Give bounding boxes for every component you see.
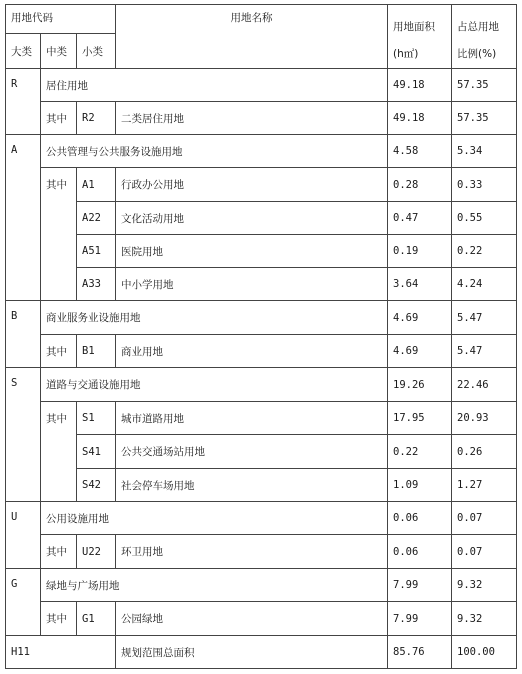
name-cell: 二类居住用地 — [116, 102, 388, 135]
name-cell: 医院用地 — [116, 235, 388, 268]
minor-cell: G1 — [77, 602, 116, 636]
area-cell: 0.22 — [388, 435, 452, 469]
code-cell: S — [6, 368, 41, 502]
header-ratio-line1: 占总用地 — [457, 21, 499, 33]
area-cell: 0.19 — [388, 235, 452, 268]
header-name: 用地名称 — [116, 5, 388, 69]
table-row — [6, 335, 517, 368]
area-cell: 1.09 — [388, 469, 452, 502]
header-ratio — [452, 5, 517, 69]
table-row — [6, 469, 517, 502]
minor-cell: A51 — [77, 235, 116, 268]
code-cell: H11 — [6, 636, 116, 669]
ratio-cell: 0.33 — [452, 168, 517, 202]
ratio-cell: 0.55 — [452, 202, 517, 235]
ratio-cell: 100.00 — [452, 636, 517, 669]
table-row — [6, 69, 517, 102]
area-cell: 85.76 — [388, 636, 452, 669]
name-cell: 公园绿地 — [116, 602, 388, 636]
table-row — [6, 168, 517, 202]
name-cell: 文化活动用地 — [116, 202, 388, 235]
name-cell: 中小学用地 — [116, 268, 388, 301]
ratio-cell: 57.35 — [452, 69, 517, 102]
code-cell: B — [6, 301, 41, 368]
header-middle: 中类 — [41, 34, 77, 69]
header-code-group: 用地代码 — [6, 5, 116, 34]
name-cell: 道路与交通设施用地 — [41, 368, 388, 402]
area-cell: 4.58 — [388, 135, 452, 168]
area-cell: 19.26 — [388, 368, 452, 402]
table-row — [6, 502, 517, 535]
code-cell: R — [6, 69, 41, 135]
name-cell: 居住用地 — [41, 69, 388, 102]
minor-cell: U22 — [77, 535, 116, 569]
ratio-cell: 5.34 — [452, 135, 517, 168]
ratio-cell: 0.22 — [452, 235, 517, 268]
ratio-cell: 5.47 — [452, 301, 517, 335]
middle-cell: 其中 — [41, 168, 77, 301]
area-cell: 49.18 — [388, 69, 452, 102]
name-cell: 规划范围总面积 — [116, 636, 388, 669]
header-area-line1: 用地面积 — [393, 21, 435, 33]
area-cell: 7.99 — [388, 569, 452, 602]
area-cell: 3.64 — [388, 268, 452, 301]
name-cell: 公用设施用地 — [41, 502, 388, 535]
name-cell: 城市道路用地 — [116, 402, 388, 435]
ratio-cell: 57.35 — [452, 102, 517, 135]
name-cell: 商业用地 — [116, 335, 388, 368]
middle-cell: 其中 — [41, 602, 77, 636]
name-cell: 环卫用地 — [116, 535, 388, 569]
name-cell: 公共交通场站用地 — [116, 435, 388, 469]
table-row — [6, 268, 517, 301]
land-use-table — [5, 4, 517, 669]
header-area-line2: (h㎡) — [393, 48, 419, 60]
table-row — [6, 435, 517, 469]
area-cell: 0.28 — [388, 168, 452, 202]
ratio-cell: 5.47 — [452, 335, 517, 368]
ratio-cell: 0.07 — [452, 535, 517, 569]
header-minor: 小类 — [77, 34, 116, 69]
code-cell: G — [6, 569, 41, 636]
minor-cell: A33 — [77, 268, 116, 301]
table-row — [6, 402, 517, 435]
name-cell: 社会停车场用地 — [116, 469, 388, 502]
area-cell: 49.18 — [388, 102, 452, 135]
area-cell: 0.47 — [388, 202, 452, 235]
name-cell: 绿地与广场用地 — [41, 569, 388, 602]
ratio-cell: 1.27 — [452, 469, 517, 502]
name-cell: 公共管理与公共服务设施用地 — [41, 135, 388, 168]
name-cell: 商业服务业设施用地 — [41, 301, 388, 335]
table-row — [6, 602, 517, 636]
area-cell: 4.69 — [388, 301, 452, 335]
name-cell: 行政办公用地 — [116, 168, 388, 202]
middle-cell: 其中 — [41, 102, 77, 135]
minor-cell: A1 — [77, 168, 116, 202]
table-row — [6, 135, 517, 168]
table-row — [6, 235, 517, 268]
middle-cell: 其中 — [41, 402, 77, 502]
code-cell: U — [6, 502, 41, 569]
ratio-cell: 9.32 — [452, 569, 517, 602]
minor-cell: S41 — [77, 435, 116, 469]
ratio-cell: 9.32 — [452, 602, 517, 636]
area-cell: 17.95 — [388, 402, 452, 435]
ratio-cell: 22.46 — [452, 368, 517, 402]
area-cell: 0.06 — [388, 535, 452, 569]
area-cell: 7.99 — [388, 602, 452, 636]
minor-cell: A22 — [77, 202, 116, 235]
minor-cell: R2 — [77, 102, 116, 135]
ratio-cell: 4.24 — [452, 268, 517, 301]
ratio-cell: 0.26 — [452, 435, 517, 469]
table-row — [6, 301, 517, 335]
header-major: 大类 — [6, 34, 41, 69]
table-row — [6, 569, 517, 602]
header-ratio-line2: 比例(%) — [457, 48, 497, 60]
middle-cell: 其中 — [41, 535, 77, 569]
table-row — [6, 535, 517, 569]
minor-cell: S42 — [77, 469, 116, 502]
area-cell: 0.06 — [388, 502, 452, 535]
minor-cell: B1 — [77, 335, 116, 368]
code-cell: A — [6, 135, 41, 301]
table-row — [6, 102, 517, 135]
total-row — [6, 636, 517, 669]
table-row — [6, 202, 517, 235]
table-row — [6, 368, 517, 402]
header-area — [388, 5, 452, 69]
header-row-1 — [6, 5, 517, 34]
minor-cell: S1 — [77, 402, 116, 435]
ratio-cell: 0.07 — [452, 502, 517, 535]
middle-cell: 其中 — [41, 335, 77, 368]
ratio-cell: 20.93 — [452, 402, 517, 435]
area-cell: 4.69 — [388, 335, 452, 368]
